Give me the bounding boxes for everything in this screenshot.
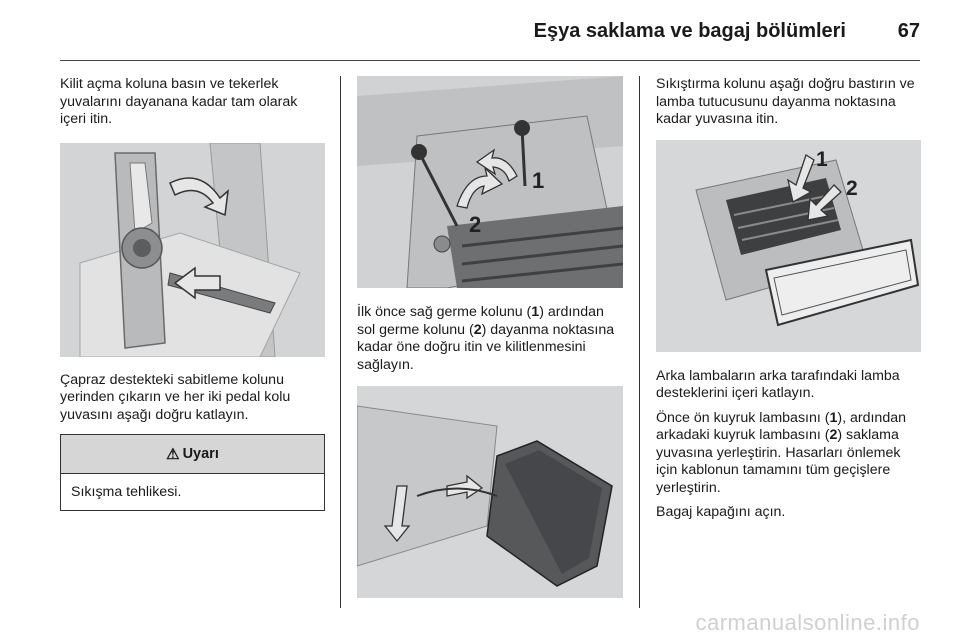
figure-label: 2 [469,212,482,237]
column-divider [639,76,640,608]
figure-label: 1 [532,168,545,193]
column-middle [357,76,623,598]
illustration-wheel-holder [60,143,325,357]
illustration-tension-levers [357,76,623,288]
instruction-text: Önce ön kuyruk lambasını (1), ardından arkadaki kuyruk lambasını (2) saklama yuvasına yerleştirin. Hasarları önlemek için kablonun tamamını tüm geçişlere yerleştirin. [656,409,906,496]
illustration-lamp-storage [656,140,921,352]
page-header [60,14,920,61]
instruction-text: Sıkıştırma kolunu aşağı doğru bastırın ve lamba tutucusunu dayanma noktasına kadar yuvasına itin. [656,76,915,127]
instruction-text: Çapraz destekteki sabitleme kolunu yerinden çıkarın ve her iki pedal kolu yuvasını aşağı doğru katlayın. [60,371,291,423]
page-number: 67 [897,20,920,42]
figure-label: 1 [816,147,828,171]
instruction-text: Bagaj kapağını açın. [656,504,786,520]
column-right [656,76,921,522]
warning-box [60,434,325,511]
figure-label: 2 [846,176,858,200]
instruction-text: İlk önce sağ germe kolunu (1) ardından sol germe kolunu (2) dayanma noktasına kadar öne doğru itin ve kilitlenmesini sağlayın. [357,304,615,373]
instruction-text: Kilit açma koluna basın ve tekerlek yuvalarını dayanana kadar tam olarak içeri itin. [60,76,298,127]
warning-header [61,435,324,474]
instruction-text: Arka lambaların arka tarafındaki lamba desteklerini içeri katlayın. [656,367,900,401]
warning-text: Sıkışma tehlikesi. [71,484,182,500]
watermark: carmanualsonline.info [695,610,920,635]
column-left [60,76,325,511]
warning-title: Uyarı [182,446,219,462]
column-divider [340,76,341,608]
warning-triangle-icon: ⚠ [166,446,180,463]
illustration-lamp-holder [357,386,623,598]
page-title: Eşya saklama ve bagaj bölümleri [533,20,846,42]
